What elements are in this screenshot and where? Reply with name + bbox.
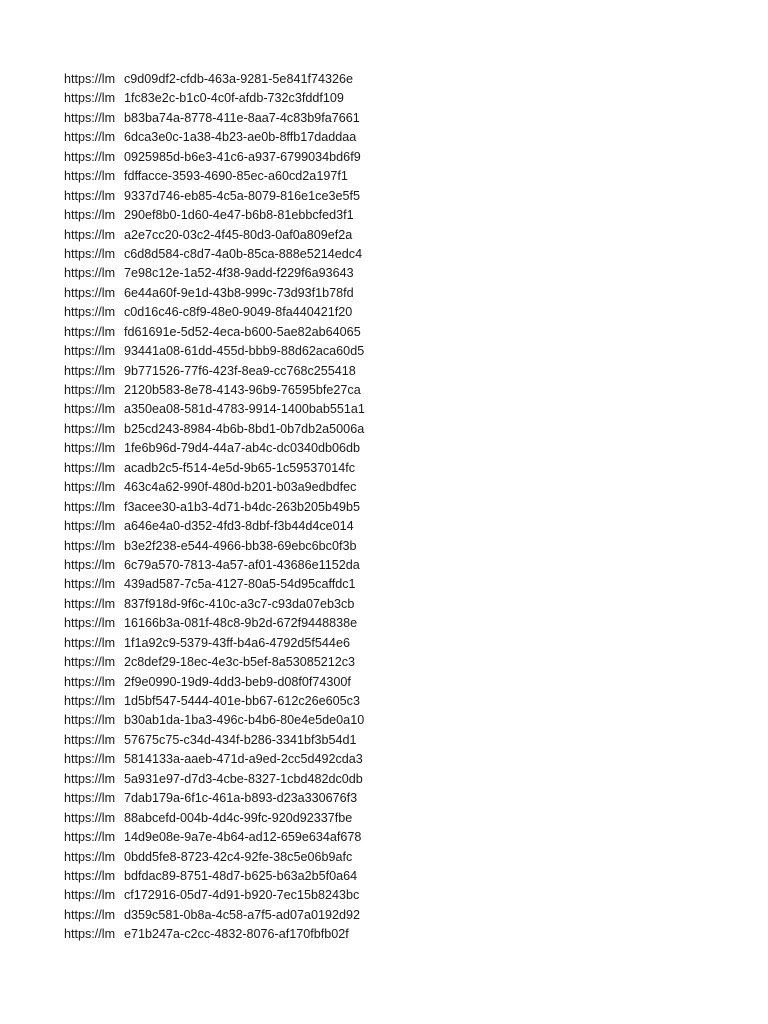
link-item[interactable] [64, 498, 704, 517]
link-id: 6c79a570-7813-4a57-af01-43686e1152da [124, 557, 360, 572]
link-prefix: https://lm [64, 752, 116, 767]
link-prefix: https://lm [64, 266, 116, 281]
link-item[interactable] [64, 439, 704, 458]
link-id: 16166b3a-081f-48c8-9b2d-672f9448838e [124, 616, 358, 631]
link-id: a646e4a0-d352-4fd3-8dbf-f3b44d4ce014 [124, 519, 354, 534]
link-item[interactable] [64, 284, 704, 303]
link-id: acadb2c5-f514-4e5d-9b65-1c59537014fc [124, 460, 356, 475]
link-item[interactable] [64, 459, 704, 478]
link-id: 439ad587-7c5a-4127-80a5-54d95caffdc1 [124, 577, 356, 592]
link-id: 290ef8b0-1d60-4e47-b6b8-81ebbcfed3f1 [124, 208, 354, 223]
link-id: 6dca3e0c-1a38-4b23-ae0b-8ffb17daddaa [124, 130, 357, 145]
link-prefix: https://lm [64, 519, 116, 534]
link-item[interactable] [64, 556, 704, 575]
link-item[interactable] [64, 925, 704, 944]
link-prefix: https://lm [64, 771, 116, 786]
link-item[interactable] [64, 828, 704, 847]
link-prefix: https://lm [64, 344, 116, 359]
link-prefix: https://lm [64, 169, 116, 184]
link-id: a2e7cc20-03c2-4f45-80d3-0af0a809ef2a [124, 227, 353, 242]
link-item[interactable] [64, 711, 704, 730]
link-prefix: https://lm [64, 538, 116, 553]
link-prefix: https://lm [64, 868, 116, 883]
link-prefix: https://lm [64, 188, 116, 203]
link-item[interactable] [64, 187, 704, 206]
link-id: d359c581-0b8a-4c58-a7f5-ad07a0192d92 [124, 907, 360, 922]
link-prefix: https://lm [64, 149, 116, 164]
link-id: 57675c75-c34d-434f-b286-3341bf3b54d1 [124, 732, 357, 747]
link-item[interactable] [64, 362, 704, 381]
link-id: 2f9e0990-19d9-4dd3-beb9-d08f0f74300f [124, 674, 351, 689]
link-item[interactable] [64, 206, 704, 225]
link-id: 9337d746-eb85-4c5a-8079-816e1ce3e5f5 [124, 188, 360, 203]
link-id: fd61691e-5d52-4eca-b600-5ae82ab64065 [124, 324, 361, 339]
link-prefix: https://lm [64, 655, 116, 670]
link-prefix: https://lm [64, 732, 116, 747]
link-id: 7e98c12e-1a52-4f38-9add-f229f6a93643 [124, 266, 354, 281]
link-id: 463c4a62-990f-480d-b201-b03a9edbdfec [124, 480, 357, 495]
link-prefix: https://lm [64, 91, 116, 106]
link-id: e71b247a-c2cc-4832-8076-af170fbfb02f [124, 927, 349, 942]
link-item[interactable] [64, 89, 704, 108]
link-prefix: https://lm [64, 830, 116, 845]
link-prefix: https://lm [64, 402, 116, 417]
link-item[interactable] [64, 245, 704, 264]
link-prefix: https://lm [64, 285, 116, 300]
link-item[interactable] [64, 848, 704, 867]
link-prefix: https://lm [64, 441, 116, 456]
link-prefix: https://lm [64, 713, 116, 728]
link-prefix: https://lm [64, 421, 116, 436]
link-item[interactable] [64, 750, 704, 769]
link-id: 88abcefd-004b-4d4c-99fc-920d92337fbe [124, 810, 353, 825]
link-id: fdffacce-3593-4690-85ec-a60cd2a197f1 [124, 169, 348, 184]
link-id: 2120b583-8e78-4143-96b9-76595bfe27ca [124, 383, 361, 397]
link-item[interactable] [64, 420, 704, 439]
link-id: b3e2f238-e544-4966-bb38-69ebc6bc0f3b [124, 538, 357, 553]
link-prefix: https://lm [64, 596, 116, 611]
link-id: 7dab179a-6f1c-461a-b893-d23a330676f3 [124, 791, 358, 806]
link-id: 0bdd5fe8-8723-42c4-92fe-38c5e06b9afc [124, 849, 353, 864]
link-prefix: https://lm [64, 227, 116, 242]
link-item[interactable] [64, 381, 704, 400]
link-id: c9d09df2-cfdb-463a-9281-5e841f74326e [124, 72, 353, 86]
link-prefix: https://lm [64, 499, 116, 514]
link-prefix: https://lm [64, 480, 116, 495]
link-id: bdfdac89-8751-48d7-b625-b63a2b5f0a64 [124, 868, 358, 883]
link-item[interactable] [64, 867, 704, 886]
link-id: 14d9e08e-9a7e-4b64-ad12-659e634af678 [124, 830, 362, 845]
link-id: 1f1a92c9-5379-43ff-b4a6-4792d5f544e6 [124, 635, 350, 650]
link-item[interactable] [64, 148, 704, 167]
link-item[interactable] [64, 323, 704, 342]
link-item[interactable] [64, 478, 704, 497]
link-item[interactable] [64, 342, 704, 361]
link-item[interactable] [64, 731, 704, 750]
link-prefix: https://lm [64, 130, 116, 145]
link-item[interactable] [64, 109, 704, 128]
link-id: 5814133a-aaeb-471d-a9ed-2cc5d492cda3 [124, 752, 363, 767]
link-prefix: https://lm [64, 849, 116, 864]
link-id: f3acee30-a1b3-4d71-b4dc-263b205b49b5 [124, 499, 360, 514]
link-prefix: https://lm [64, 616, 116, 631]
link-item[interactable] [64, 906, 704, 925]
link-prefix: https://lm [64, 110, 116, 125]
link-id: 9b771526-77f6-423f-8ea9-cc768c255418 [124, 363, 356, 378]
link-prefix: https://lm [64, 305, 116, 320]
link-id: 1fe6b96d-79d4-44a7-ab4c-dc0340db06db [124, 441, 360, 456]
link-item[interactable] [64, 575, 704, 594]
link-prefix: https://lm [64, 810, 116, 825]
link-item[interactable] [64, 537, 704, 556]
link-prefix: https://lm [64, 907, 116, 922]
link-item[interactable] [64, 770, 704, 789]
link-prefix: https://lm [64, 383, 116, 397]
link-item[interactable] [64, 673, 704, 692]
link-item[interactable] [64, 167, 704, 186]
link-item[interactable] [64, 692, 704, 711]
link-prefix: https://lm [64, 577, 116, 592]
link-id: 5a931e97-d7d3-4cbe-8327-1cbd482dc0db [124, 771, 363, 786]
link-id: 93441a08-61dd-455d-bbb9-88d62aca60d5 [124, 344, 365, 359]
link-item[interactable] [64, 400, 704, 419]
link-id: b25cd243-8984-4b6b-8bd1-0b7db2a5006a [124, 421, 365, 436]
link-id: cf172916-05d7-4d91-b920-7ec15b8243bc [124, 888, 360, 903]
link-item[interactable] [64, 595, 704, 614]
link-id: 1fc83e2c-b1c0-4c0f-afdb-732c3fddf109 [124, 91, 344, 106]
link-prefix: https://lm [64, 363, 116, 378]
link-item[interactable] [64, 634, 704, 653]
link-prefix: https://lm [64, 694, 116, 708]
link-prefix: https://lm [64, 674, 116, 689]
link-item[interactable] [64, 517, 704, 536]
link-prefix: https://lm [64, 324, 116, 339]
link-id: 2c8def29-18ec-4e3c-b5ef-8a53085212c3 [124, 655, 356, 670]
link-item[interactable] [64, 809, 704, 828]
link-item[interactable] [64, 226, 704, 245]
link-prefix: https://lm [64, 927, 116, 942]
link-prefix: https://lm [64, 635, 116, 650]
link-prefix: https://lm [64, 72, 116, 86]
link-item[interactable] [64, 614, 704, 633]
link-id: c0d16c46-c8f9-48e0-9049-8fa440421f20 [124, 305, 353, 320]
link-item[interactable] [64, 789, 704, 808]
link-id: 0925985d-b6e3-41c6-a937-6799034bd6f9 [124, 149, 361, 164]
link-id: 837f918d-9f6c-410c-a3c7-c93da07eb3cb [124, 596, 355, 611]
link-id: c6d8d584-c8d7-4a0b-85ca-888e5214edc4 [124, 246, 363, 261]
link-prefix: https://lm [64, 208, 116, 223]
link-list [64, 70, 704, 945]
link-prefix: https://lm [64, 888, 116, 903]
link-prefix: https://lm [64, 791, 116, 806]
link-item[interactable] [64, 886, 704, 905]
link-id: 6e44a60f-9e1d-43b8-999c-73d93f1b78fd [124, 285, 354, 300]
link-id: 1d5bf547-5444-401e-bb67-612c26e605c3 [124, 694, 360, 708]
link-item[interactable] [64, 653, 704, 672]
link-item[interactable] [64, 303, 704, 322]
link-id: b83ba74a-8778-411e-8aa7-4c83b9fa7661 [124, 110, 360, 125]
link-prefix: https://lm [64, 246, 116, 261]
link-prefix: https://lm [64, 460, 116, 475]
link-item[interactable] [64, 128, 704, 147]
link-prefix: https://lm [64, 557, 116, 572]
link-id: a350ea08-581d-4783-9914-1400bab551a1 [124, 402, 365, 417]
link-item[interactable] [64, 70, 704, 89]
link-id: b30ab1da-1ba3-496c-b4b6-80e4e5de0a10 [124, 713, 365, 728]
link-item[interactable] [64, 264, 704, 283]
